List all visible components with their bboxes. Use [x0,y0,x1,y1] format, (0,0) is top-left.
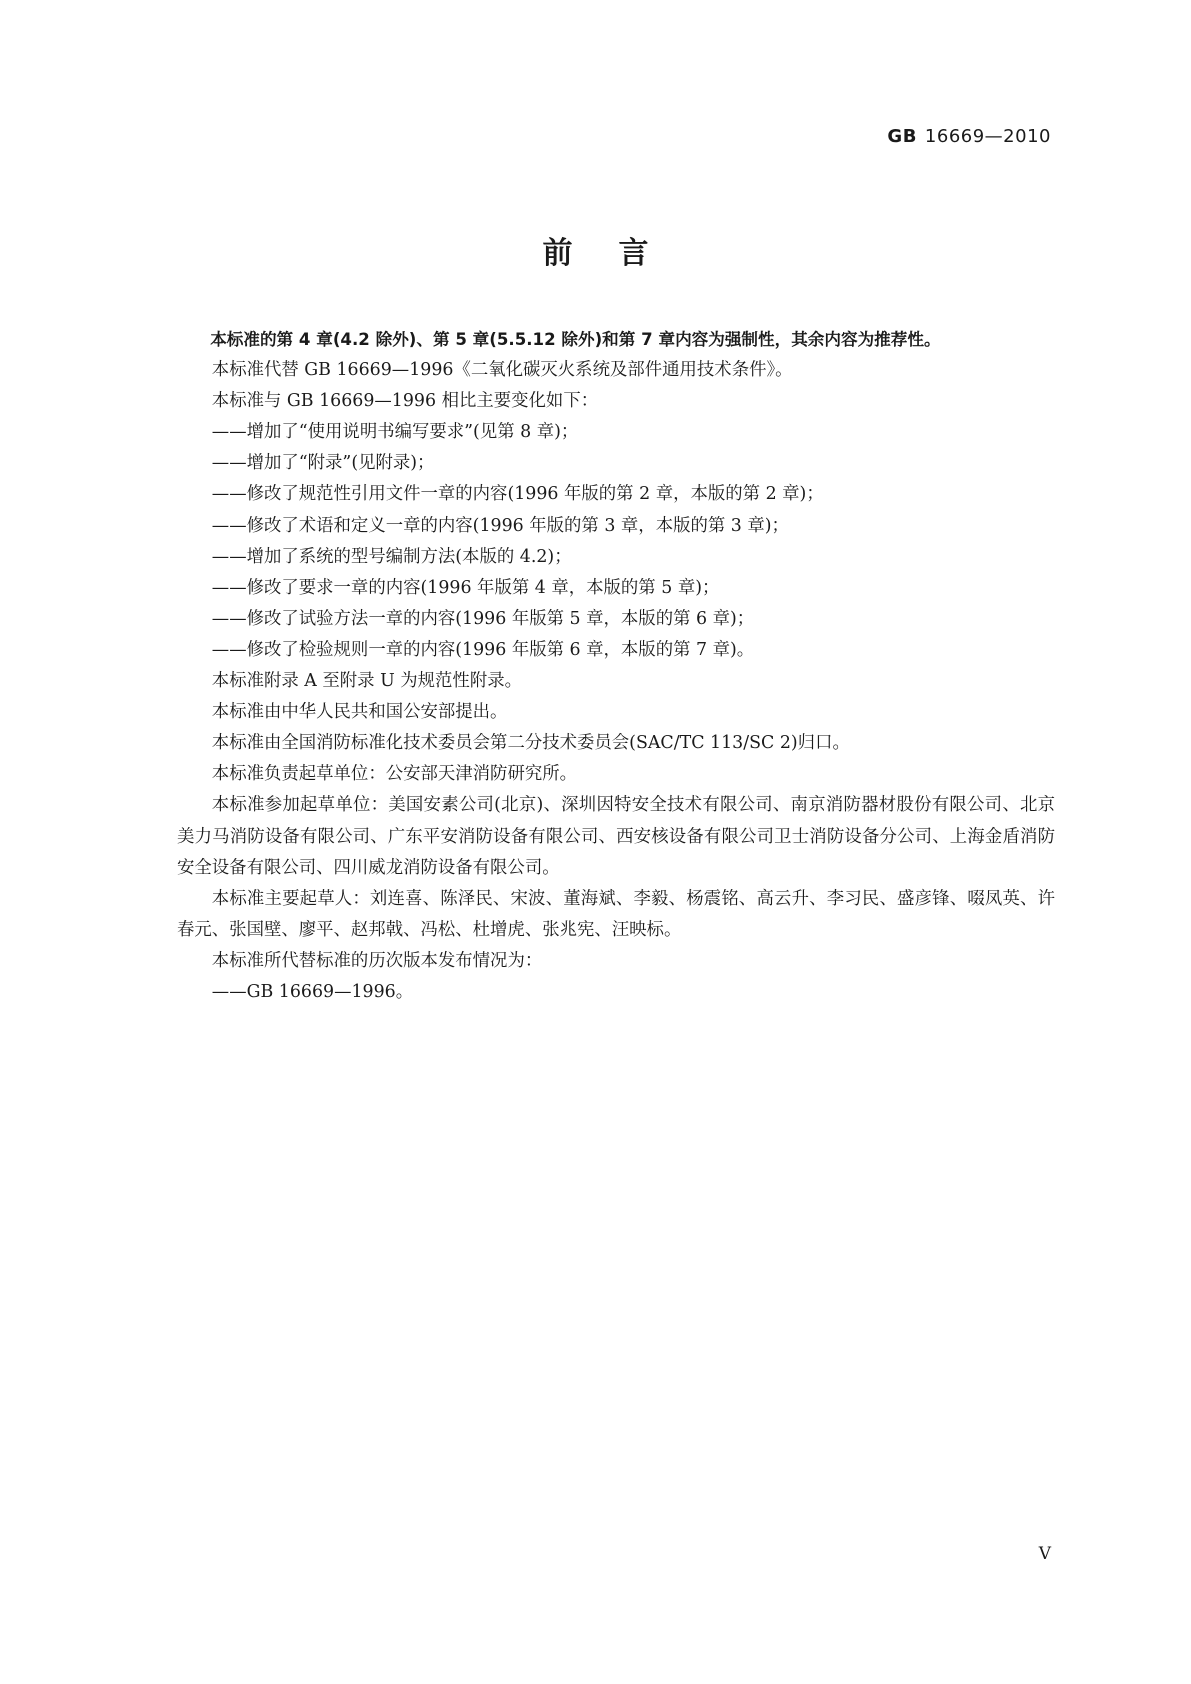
change-item: ——增加了系统的型号编制方法(本版的 4.2)； [211,546,572,567]
standard-prefix: GB [887,126,917,147]
change-item: ——修改了检验规则一章的内容(1996 年版第 6 章，本版的第 7 章)。 [211,639,755,660]
page-number: V [1038,1544,1051,1564]
main-drafters-paragraph: 本标准主要起草人：刘连喜、陈泽民、宋波、董海斌、李毅、杨震铭、高云升、李习民、盛彦锋、啜凤英、许春元、张国壁、廖平、赵邦戟、冯松、杜增虎、张兆宪、汪映标。 [177,888,1055,940]
history-intro-paragraph: 本标准所代替标准的历次版本发布情况为： [211,950,543,971]
proposer-paragraph: 本标准由中华人民共和国公安部提出。 [211,702,508,723]
replacement-paragraph: 本标准代替 GB 16669—1996《二氧化碳灭火系统及部件通用技术条件》。 [211,360,793,381]
participating-drafters-paragraph: 本标准参加起草单位：美国安素公司(北京)、深圳因特安全技术有限公司、南京消防器材股份有限公司、北京美力马消防设备有限公司、广东平安消防设备有限公司、西安核设备有限公司卫士消防设备分公司、上海金盾消防安全设备有限公司、四川威龙消防设备有限公司。 [177,795,1055,878]
standard-code [887,126,1051,147]
committee-paragraph: 本标准由全国消防标准化技术委员会第二分技术委员会(SAC/TC 113/SC 2)归口。 [211,733,850,754]
changes-intro-paragraph: 本标准与 GB 16669—1996 相比主要变化如下： [211,391,599,412]
page-title: 前言 [542,236,695,271]
change-item: ——修改了术语和定义一章的内容(1996 年版的第 3 章，本版的第 3 章)； [211,515,789,536]
mandatory-clause-paragraph: 本标准的第 4 章(4.2 除外)、第 5 章(5.5.12 除外)和第 7 章内容为强制性，其余内容为推荐性。 [210,330,941,349]
history-item: ——GB 16669—1996。 [211,981,414,1002]
foreword-body [177,324,1055,1008]
change-item: ——修改了试验方法一章的内容(1996 年版第 5 章，本版的第 6 章)； [211,608,755,629]
change-item: ——修改了规范性引用文件一章的内容(1996 年版的第 2 章，本版的第 2 章)； [211,484,824,505]
change-item: ——修改了要求一章的内容(1996 年版第 4 章，本版的第 5 章)； [211,577,720,598]
change-item: ——增加了“使用说明书编写要求”(见第 8 章)； [211,422,579,443]
appendix-paragraph: 本标准附录 A 至附录 U 为规范性附录。 [211,671,522,692]
lead-drafter-paragraph: 本标准负责起草单位：公安部天津消防研究所。 [211,764,578,785]
change-item: ——增加了“附录”(见附录)； [211,453,435,474]
standard-number: 16669—2010 [924,126,1051,147]
